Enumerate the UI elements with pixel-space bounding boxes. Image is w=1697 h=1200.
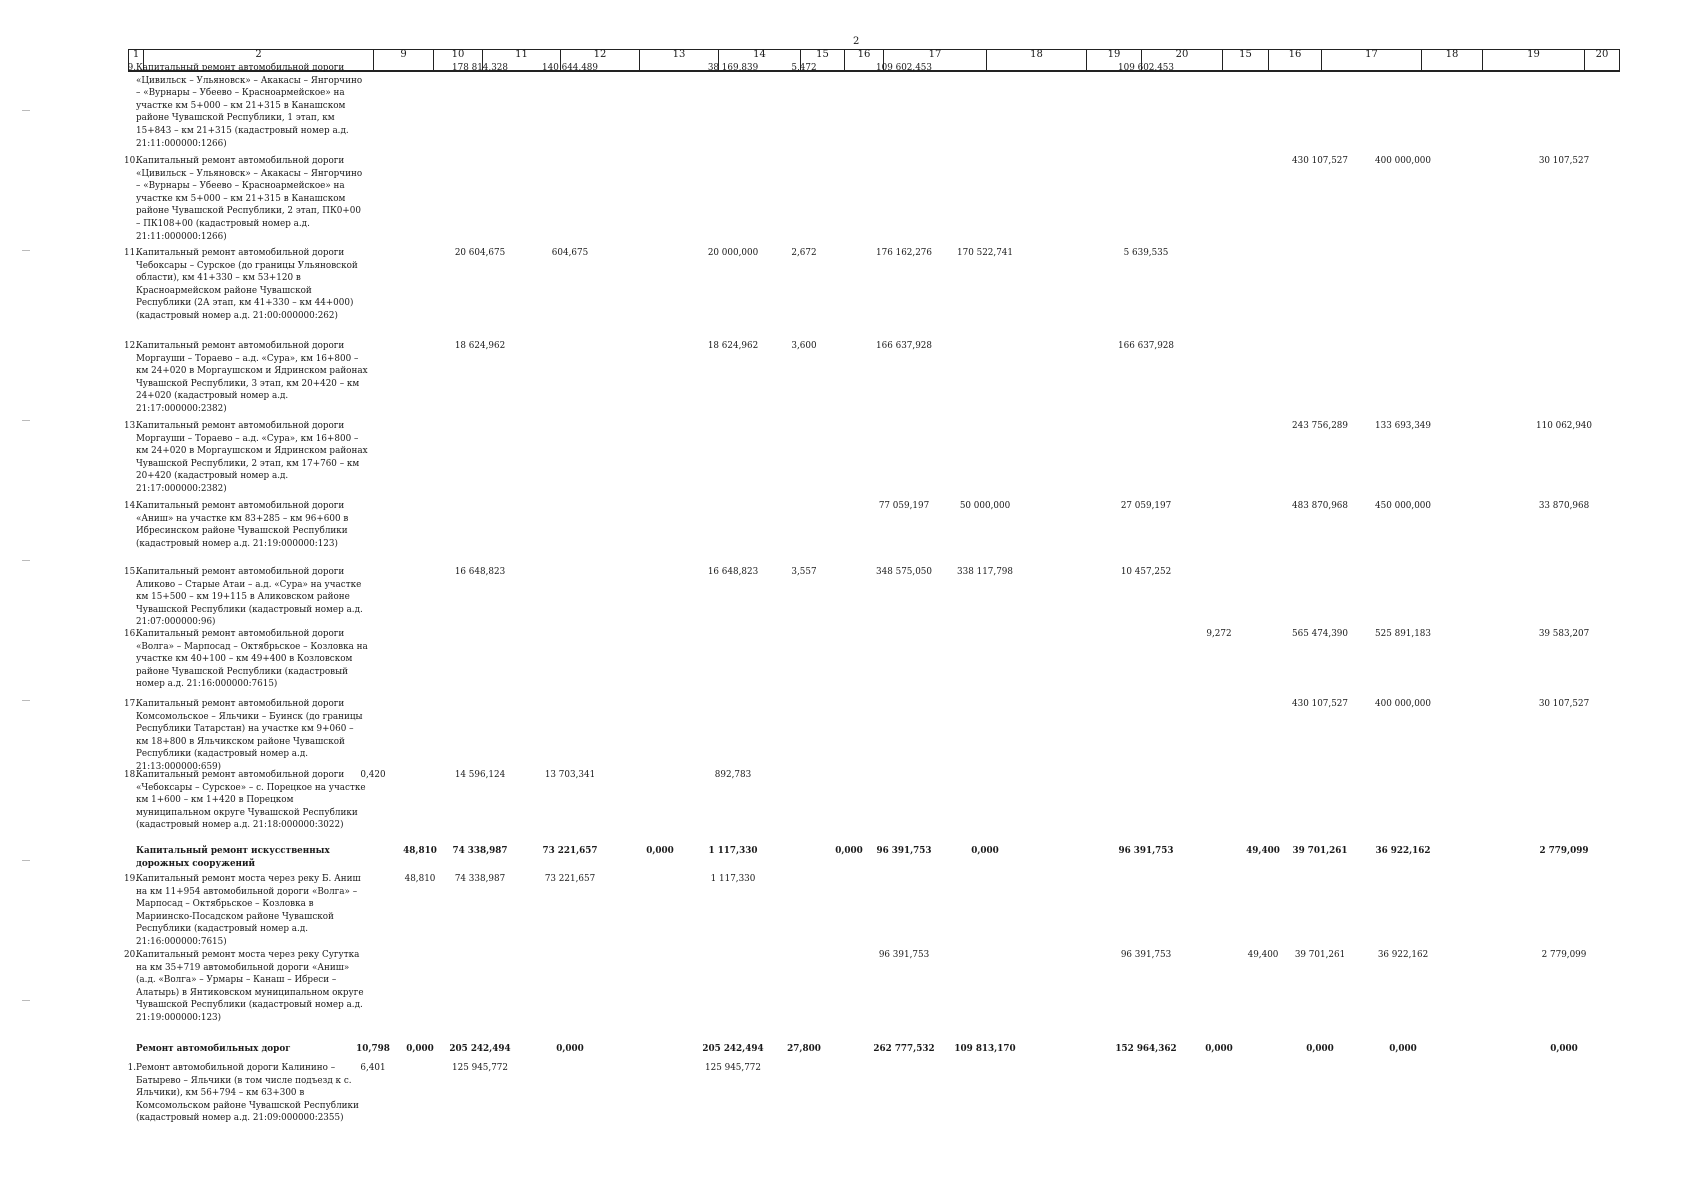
cell-d15: 9,272: [1206, 629, 1232, 639]
header-cell: 15: [800, 50, 844, 70]
row-description: Капитальный ремонт автомобильной дороги «Цивильск – Ульяновск» – Акакасы – Янгорчино – «Вурнары – Убеево – Красноармейское» на участке км 5+000 – км 21+315 в Канашском районе Чувашской Республики, 2 этап, ПК0+00 – ПК108+00 (кадастровый номер а.д. 21:11:000000:1266): [136, 156, 365, 242]
cell-d20: 33 870,968: [1538, 501, 1590, 511]
cell-c12: 73 221,657: [542, 846, 598, 856]
cell-c15: 3,557: [791, 567, 817, 577]
cell-c9: 10,798: [356, 1044, 390, 1054]
cell-d18: 400 000,000: [1375, 699, 1431, 709]
cell-c17: 348 575,050: [876, 567, 932, 577]
cell-d20: 39 583,207: [1538, 629, 1590, 639]
header-cell: 11: [482, 50, 560, 70]
header-cell: 14: [718, 50, 800, 70]
cell-d18: 0,000: [1389, 1044, 1417, 1054]
header-cell: 10: [433, 50, 482, 70]
header-cell: 17: [883, 50, 986, 70]
cell-c17: 96 391,753: [878, 950, 930, 960]
cell-c14: 38 169,839: [707, 63, 759, 73]
cell-d15: 0,000: [1205, 1044, 1233, 1054]
cell-c15: 3,600: [791, 341, 817, 351]
row-number: 10.: [124, 156, 138, 166]
margin-mark: [22, 1000, 30, 1001]
row-number: 20.: [124, 950, 138, 960]
row-description: Капитальный ремонт автомобильной дороги Моргауши – Тораево – а.д. «Сура», км 16+800 – км 24+020 в Моргаушском и Ядринском районах Чувашской Республики, 2 этап, км 17+760 – км 20+420 (кадастровый номер а.д. 21:17:000000:2382): [136, 421, 371, 494]
cell-c10: 48,810: [403, 846, 437, 856]
cell-c20: 109 602,453: [1118, 63, 1174, 73]
cell-c18: 0,000: [971, 846, 999, 856]
row-number: 14.: [124, 501, 138, 511]
cell-d20: 30 107,527: [1538, 699, 1590, 709]
cell-d20: 2 779,099: [1539, 846, 1589, 856]
cell-c11: 16 648,823: [454, 567, 506, 577]
cell-c12: 73 221,657: [544, 874, 596, 884]
cell-d18: 400 000,000: [1375, 156, 1431, 166]
header-cell: 16: [844, 50, 883, 70]
cell-c11: 20 604,675: [454, 248, 506, 258]
cell-c12: 140 644,489: [542, 63, 598, 73]
row-description: Капитальный ремонт автомобильной дороги «Цивильск – Ульяновск» – Акакасы – Янгорчино – «Вурнары – Убеево – Красноармейское» на участке км 5+000 – км 21+315 в Канашском районе Чувашской Республики, 1 этап, км 15+843 – км 21+315 (кадастровый номер а.д. 21:11:000000:1266): [136, 63, 365, 149]
cell-c9: 0,420: [360, 770, 386, 780]
header-cell: 20: [1584, 50, 1620, 70]
cell-d18: 450 000,000: [1375, 501, 1431, 511]
cell-d17: 483 870,968: [1292, 501, 1348, 511]
cell-c14: 125 945,772: [705, 1063, 761, 1073]
cell-d20: 110 062,940: [1536, 421, 1592, 431]
cell-c18: 109 813,170: [954, 1044, 1016, 1054]
row-number: 9.: [127, 63, 136, 73]
cell-d17: 39 701,261: [1294, 950, 1346, 960]
cell-c14: 1 117,330: [708, 846, 758, 856]
header-cell: 2: [143, 50, 373, 70]
cell-c20: 96 391,753: [1120, 950, 1172, 960]
header-cell: 9: [373, 50, 433, 70]
row-description: Капитальный ремонт автомобильной дороги Моргауши – Тораево – а.д. «Сура», км 16+800 – км 24+020 в Моргаушском и Ядринском районах Чувашской Республики, 3 этап, км 20+420 – км 24+020 (кадастровый номер а.д. 21:17:000000:2382): [136, 341, 371, 414]
header-cell: 20: [1141, 50, 1222, 70]
cell-c14: 20 000,000: [707, 248, 759, 258]
cell-c20: 27 059,197: [1120, 501, 1172, 511]
cell-d20: 2 779,099: [1541, 950, 1587, 960]
cell-d18: 525 891,183: [1375, 629, 1431, 639]
header-cell: 18: [1421, 50, 1482, 70]
cell-c17: 262 777,532: [873, 1044, 935, 1054]
row-description: Капитальный ремонт автомобильной дороги Чебоксары – Сурское (до границы Ульяновской области), км 41+330 – км 53+120 в Красноармейском районе Чувашской Республики (2А этап, км 41+330 – км 44+000) (кадастровый номер а.д. 21:00:000000:262): [136, 248, 361, 321]
row-description: Капитальный ремонт автомобильной дороги «Волга» – Марпосад – Октябрьское – Козловка на участке км 40+100 – км 49+400 в Козловском районе Чувашской Республики (кадастровый номер а.д. 21:16:000000:7615): [136, 629, 371, 690]
margin-mark: [22, 560, 30, 561]
row-number: 17.: [124, 699, 138, 709]
cell-c11: 18 624,962: [454, 341, 506, 351]
cell-c14: 16 648,823: [707, 567, 759, 577]
page-number: 2: [853, 36, 860, 47]
row-number: 15.: [124, 567, 138, 577]
cell-d18: 36 922,162: [1377, 950, 1429, 960]
cell-c20: 10 457,252: [1120, 567, 1172, 577]
cell-c14: 18 624,962: [707, 341, 759, 351]
cell-d16: 49,400: [1247, 950, 1279, 960]
cell-c13: 0,000: [646, 846, 674, 856]
cell-d18: 36 922,162: [1375, 846, 1431, 856]
cell-d18: 133 693,349: [1375, 421, 1431, 431]
cell-c12: 13 703,341: [544, 770, 596, 780]
cell-c20: 96 391,753: [1118, 846, 1174, 856]
cell-c11: 125 945,772: [452, 1063, 508, 1073]
cell-c17: 166 637,928: [876, 341, 932, 351]
cell-c17: 96 391,753: [876, 846, 932, 856]
cell-c15: 2,672: [791, 248, 817, 258]
cell-c11: 74 338,987: [454, 874, 506, 884]
row-number: 1.: [127, 1063, 136, 1073]
cell-d17: 39 701,261: [1292, 846, 1348, 856]
margin-mark: [22, 250, 30, 251]
cell-c10: 0,000: [406, 1044, 434, 1054]
cell-c20: 152 964,362: [1115, 1044, 1177, 1054]
cell-c18: 50 000,000: [959, 501, 1011, 511]
row-number: 12.: [124, 341, 138, 351]
cell-d17: 430 107,527: [1292, 156, 1348, 166]
cell-c11: 205 242,494: [449, 1044, 511, 1054]
cell-c20: 166 637,928: [1118, 341, 1174, 351]
cell-c12: 604,675: [551, 248, 589, 258]
cell-c17: 176 162,276: [876, 248, 932, 258]
header-cell: 12: [560, 50, 639, 70]
row-description: Капитальный ремонт моста через реку Б. Аниш на км 11+954 автомобильной дороги «Волга» – Марпосад – Октябрьское – Козловка в Мариинско-Посадском районе Чувашской Республики (кадастровый номер а.д. 21:16:000000:7615): [136, 874, 364, 947]
header-cell: 13: [639, 50, 718, 70]
margin-mark: [22, 110, 30, 111]
row-description: Капитальный ремонт искусственных дорожных сооружений: [136, 846, 333, 869]
cell-c18: 170 522,741: [957, 248, 1013, 258]
row-description: Капитальный ремонт автомобильной дороги «Чебоксары – Сурское» – с. Порецкое на участке км 1+600 – км 1+420 в Порецком муниципальном округе Чувашской Республики (кадастровый номер а.д. 21:18:000000:3022): [136, 770, 369, 831]
header-cell: 15: [1222, 50, 1268, 70]
header-cell: 16: [1268, 50, 1321, 70]
cell-c9: 6,401: [360, 1063, 386, 1073]
row-number: 13.: [124, 421, 138, 431]
row-description: Ремонт автомобильных дорог: [136, 1044, 291, 1054]
cell-c12: 0,000: [556, 1044, 584, 1054]
cell-c14: 1 117,330: [710, 874, 756, 884]
header-cell: 19: [1482, 50, 1584, 70]
row-description: Капитальный ремонт моста через реку Сугутка на км 35+719 автомобильной дороги «Аниш» (а.д. «Волга» – Урмары – Канаш – Ибреси – Алатырь) в Янтиковском муниципальном округе Чувашской Республики (кадастровый номер а.д. 21:19:000000:123): [136, 950, 367, 1023]
row-description: Капитальный ремонт автомобильной дороги Комсомольское – Яльчики – Буинск (до границы Республики Татарстан) на участке км 9+060 – км 18+800 в Яльчикском районе Чувашской Республики (кадастровый номер а.д. 21:13:000000:659): [136, 699, 366, 772]
header-cell: 1: [128, 50, 143, 70]
row-number: 11.: [124, 248, 138, 258]
margin-mark: [22, 420, 30, 421]
cell-c18: 338 117,798: [957, 567, 1013, 577]
cell-d17: 0,000: [1306, 1044, 1334, 1054]
cell-c16: 0,000: [835, 846, 863, 856]
cell-d17: 243 756,289: [1292, 421, 1348, 431]
cell-c11: 14 596,124: [454, 770, 506, 780]
cell-c17: 109 602,453: [876, 63, 932, 73]
cell-c17: 77 059,197: [878, 501, 930, 511]
cell-d17: 430 107,527: [1292, 699, 1348, 709]
row-number: 19.: [124, 874, 138, 884]
cell-d16: 49,400: [1246, 846, 1280, 856]
row-description: Капитальный ремонт автомобильной дороги Аликово – Старые Атаи – а.д. «Сура» на участке км 15+500 – км 19+115 в Аликовском районе Чувашской Республики (кадастровый номер а.д. 21:07:000000:96): [136, 567, 366, 628]
header-cell: 18: [986, 50, 1086, 70]
cell-c11: 178 814,328: [452, 63, 508, 73]
cell-c20: 5 639,535: [1123, 248, 1169, 258]
cell-c15: 27,800: [787, 1044, 821, 1054]
row-number: 16.: [124, 629, 138, 639]
margin-mark: [22, 700, 30, 701]
row-description: Ремонт автомобильной дороги Калинино – Батырево – Яльчики (в том числе подъезд к с. Яльчики), км 56+794 – км 63+300 в Комсомольском районе Чувашской Республики (кадастровый номер а.д. 21:09:000000:2355): [136, 1063, 362, 1124]
row-number: 18.: [124, 770, 138, 780]
cell-c11: 74 338,987: [452, 846, 508, 856]
cell-c10: 48,810: [404, 874, 436, 884]
header-cell: 17: [1321, 50, 1421, 70]
cell-c14: 892,783: [714, 770, 752, 780]
header-cell: 19: [1086, 50, 1141, 70]
cell-d20: 0,000: [1550, 1044, 1578, 1054]
cell-d20: 30 107,527: [1538, 156, 1590, 166]
margin-mark: [22, 860, 30, 861]
cell-c15: 5,472: [791, 63, 817, 73]
cell-d17: 565 474,390: [1292, 629, 1348, 639]
cell-c14: 205 242,494: [702, 1044, 764, 1054]
row-description: Капитальный ремонт автомобильной дороги «Аниш» на участке км 83+285 – км 96+600 в Ибресинском районе Чувашской Республики (кадастровый номер а.д. 21:19:000000:123): [136, 501, 352, 549]
